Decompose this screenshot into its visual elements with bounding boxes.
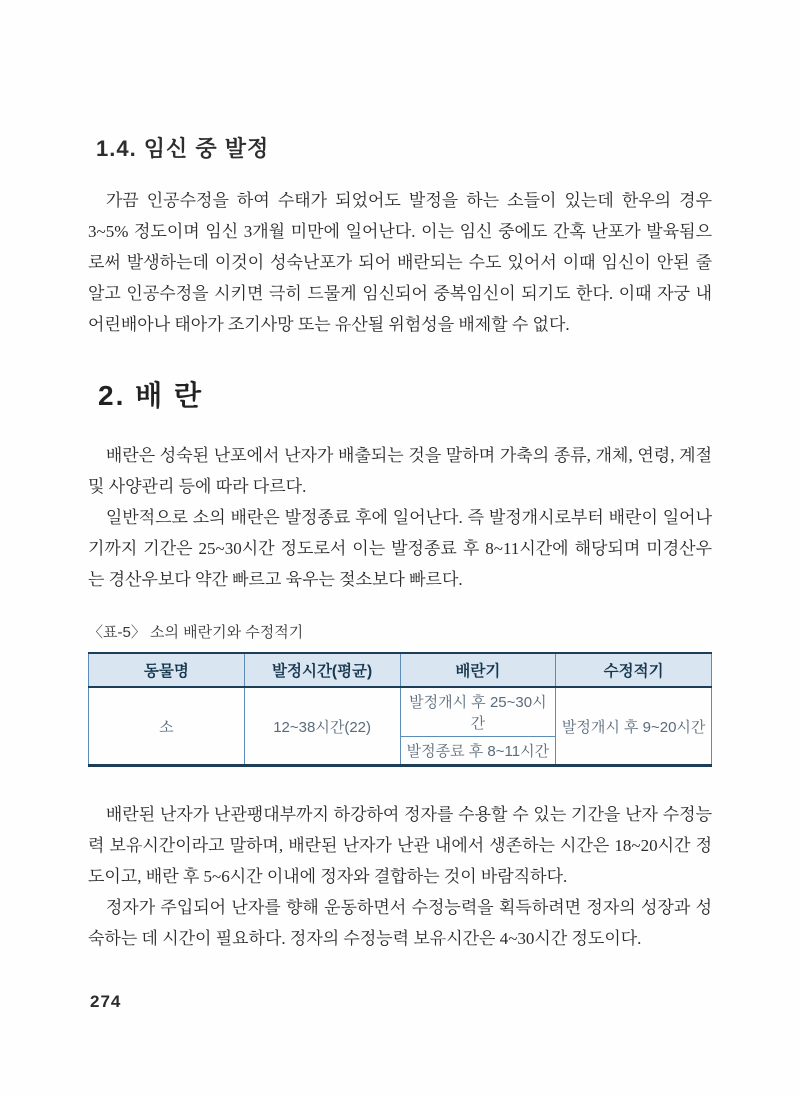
section-heading-ovulation: 2. 배 란 — [98, 380, 204, 411]
cell-ovulation-after-end: 발정종료 후 8~11시간 — [400, 737, 556, 766]
col-header-animal: 동물명 — [89, 653, 245, 687]
cell-ovulation-after-onset: 발정개시 후 25~30시간 — [400, 687, 556, 737]
table-row — [89, 687, 712, 737]
cell-animal: 소 — [89, 687, 245, 766]
ovulation-table-header — [89, 653, 712, 687]
paragraph-ovulation-definition: 배란은 성숙된 난포에서 난자가 배출되는 것을 말하며 가축의 종류, 개체, 연령, 계절 및 사양관리 등에 따라 다르다. — [88, 446, 712, 496]
table-caption: 〈표-5〉 소의 배란기와 수정적기 — [88, 624, 304, 641]
paragraph-sperm-viability: 정자가 주입되어 난자를 향해 운동하면서 수정능력을 획득하려면 정자의 성장과 성숙하는 데 시간이 필요하다. 정자의 수정능력 보유시간은 4~30시간 정도이다. — [88, 898, 712, 948]
col-header-estrus-duration: 발정시간(평균) — [244, 653, 400, 687]
table-header-row — [89, 653, 712, 687]
col-header-optimal-insemination: 수정적기 — [556, 653, 712, 687]
col-header-ovulation-period: 배란기 — [400, 653, 556, 687]
section-heading-pregnancy-estrus: 1.4. 임신 중 발정 — [96, 136, 270, 161]
cell-estrus-duration: 12~38시간(22) — [244, 687, 400, 766]
ovulation-table-body — [89, 687, 712, 766]
paragraph-ovulation-timing: 일반적으로 소의 배란은 발정종료 후에 일어난다. 즉 발정개시로부터 배란이 일어나기까지 기간은 25~30시간 정도로서 이는 발정종료 후 8~11시간에 해당되며 미경산우는 경산우보다 약간 빠르고 육우는 젖소보다 빠르다. — [88, 508, 712, 589]
page-content — [88, 0, 712, 954]
ovulation-table — [88, 652, 712, 767]
page-number: 274 — [90, 992, 122, 1011]
paragraph-pregnancy-estrus: 가끔 인공수정을 하여 수태가 되었어도 발정을 하는 소들이 있는데 한우의 경우 3~5% 정도이며 임신 3개월 미만에 일어난다. 이는 임신 중에도 간혹 난포가 발육됨으로써 발생하는데 이것이 성숙난포가 되어 배란되는 수도 있어서 이때 임신이 안된 줄 알고 인공수정을 시키면 극히 드물게 임신되어 중복임신이 되기도 한다. 이때 자궁 내 어린배아나 태아가 조기사망 또는 유산될 위험성을 배제할 수 없다. — [88, 191, 712, 334]
cell-optimal-insemination: 발정개시 후 9~20시간 — [556, 687, 712, 766]
paragraph-ovum-viability: 배란된 난자가 난관팽대부까지 하강하여 정자를 수용할 수 있는 기간을 난자 수정능력 보유시간이라고 말하며, 배란된 난자가 난관 내에서 생존하는 시간은 18~20시간 정도이고, 배란 후 5~6시간 이내에 정자와 결합하는 것이 바람직하다. — [88, 805, 712, 886]
